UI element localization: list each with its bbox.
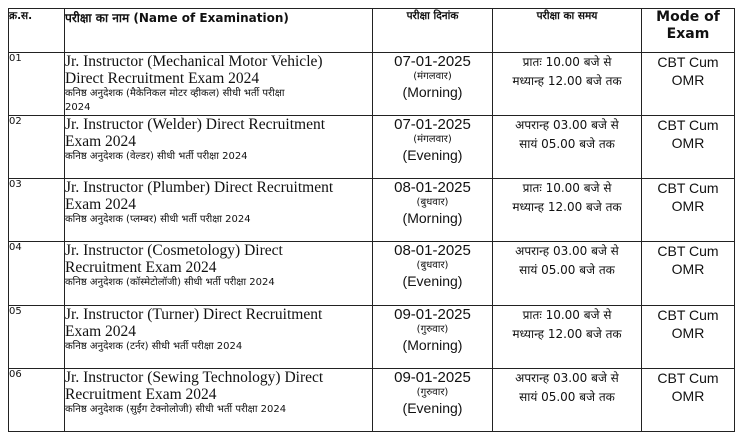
- exam-weekday: (बुधवार): [416, 197, 449, 209]
- exam-mode-line1: CBT Cum: [657, 180, 719, 197]
- table-row: [9, 368, 735, 431]
- exam-mode-cell: [642, 305, 735, 368]
- exam-session: (Evening): [402, 399, 463, 416]
- exam-mode-line2: OMR: [671, 387, 705, 404]
- table-row: [9, 116, 735, 179]
- exam-name-hindi-line1: कनिष्ठ अनुदेशक (कॉस्मेटोलॉजी) सीधी भर्ती परीक्षा 2024: [65, 277, 275, 289]
- exam-weekday: (गुरुवार): [416, 323, 449, 335]
- serial-number: 05: [9, 305, 65, 368]
- exam-mode-cell: [642, 53, 735, 116]
- exam-name-english-line2: Direct Recruitment Exam 2024: [65, 70, 260, 87]
- exam-mode-cell: [642, 242, 735, 305]
- exam-name-hindi-line1: कनिष्ठ अनुदेशक (सुईंग टेक्नोलोजी) सीधी भर्ती परीक्षा 2024: [65, 403, 287, 415]
- exam-session: (Morning): [402, 336, 463, 353]
- exam-date-cell: [373, 242, 493, 305]
- serial-number: 03: [9, 179, 65, 242]
- exam-name-english-line2: Exam 2024: [65, 322, 137, 340]
- header-serial-number: क्र.स.: [9, 9, 65, 53]
- table-row: [9, 53, 735, 116]
- exam-name-cell: [65, 53, 373, 116]
- exam-date-cell: [373, 179, 493, 242]
- exam-date: 07-01-2025: [394, 116, 471, 134]
- exam-time-end: सायं 05.00 बजे तक: [519, 137, 615, 152]
- exam-date: 09-01-2025: [394, 305, 471, 323]
- exam-time-start: प्रातः 10.00 बजे से: [522, 55, 612, 69]
- exam-session: (Evening): [402, 273, 463, 290]
- exam-name-english-line1: Jr. Instructor (Welder) Direct Recruitment: [65, 116, 326, 134]
- exam-time-start: अपरान्ह 03.00 बजे से: [515, 370, 619, 385]
- exam-name-english-line2: Recruitment Exam 2024: [65, 259, 217, 277]
- exam-session: (Evening): [402, 147, 463, 164]
- serial-number: 02: [9, 116, 65, 179]
- exam-mode-line1: CBT Cum: [657, 243, 719, 260]
- exam-name-hindi-line1: कनिष्ठ अनुदेशक (टर्नर) सीधी भर्ती परीक्षा 2024: [65, 340, 243, 352]
- exam-time-cell: [493, 116, 642, 179]
- exam-name-cell: [65, 305, 373, 368]
- exam-name-english-line1: Jr. Instructor (Cosmetology) Direct: [65, 242, 283, 260]
- exam-weekday: (गुरुवार): [416, 386, 449, 398]
- serial-number: 01: [9, 53, 65, 116]
- exam-mode-line1: CBT Cum: [657, 117, 719, 134]
- exam-mode-cell: [642, 368, 735, 431]
- exam-time-end: मध्यान्ह 12.00 बजे तक: [512, 200, 622, 215]
- exam-time-start: अपरान्ह 03.00 बजे से: [515, 244, 619, 259]
- header-mode-line2: Exam: [666, 26, 710, 42]
- header-mode-line1: Mode of: [656, 9, 720, 25]
- exam-name-english-line1: Jr. Instructor (Turner) Direct Recruitment: [65, 305, 323, 323]
- exam-time-cell: [493, 179, 642, 242]
- exam-name-cell: [65, 242, 373, 305]
- exam-name-cell: [65, 179, 373, 242]
- header-exam-mode: [642, 9, 735, 53]
- exam-time-cell: [493, 242, 642, 305]
- exam-time-end: सायं 05.00 बजे तक: [519, 263, 615, 278]
- exam-mode-line2: OMR: [671, 261, 705, 278]
- exam-mode-line2: OMR: [671, 198, 705, 215]
- exam-mode-line2: OMR: [671, 135, 705, 152]
- exam-name-hindi-line1: कनिष्ठ अनुदेशक (प्लम्बर) सीधी भर्ती परीक्षा 2024: [65, 214, 251, 226]
- exam-mode-line1: CBT Cum: [657, 306, 719, 323]
- exam-time-cell: [493, 53, 642, 116]
- exam-name-english-line2: Exam 2024: [65, 196, 137, 214]
- exam-date-cell: [373, 368, 493, 431]
- exam-name-english-line2: Exam 2024: [65, 133, 137, 151]
- exam-mode-line1: CBT Cum: [657, 369, 719, 386]
- exam-time-start: प्रातः 10.00 बजे से: [522, 181, 612, 196]
- exam-session: (Morning): [402, 210, 463, 227]
- exam-name-cell: [65, 368, 373, 431]
- exam-time-cell: [493, 368, 642, 431]
- header-exam-name: परीक्षा का नाम (Name of Examination): [65, 9, 373, 53]
- exam-mode-cell: [642, 116, 735, 179]
- exam-schedule-table: [8, 8, 735, 432]
- table-row: [9, 242, 735, 305]
- exam-date: 08-01-2025: [394, 179, 471, 197]
- exam-name-hindi-line1: कनिष्ठ अनुदेशक (वेल्डर) सीधी भर्ती परीक्षा 2024: [65, 151, 248, 163]
- table-row: [9, 305, 735, 368]
- exam-date-cell: [373, 305, 493, 368]
- exam-weekday: (बुधवार): [416, 260, 449, 272]
- exam-time-end: मध्यान्ह 12.00 बजे तक: [512, 74, 622, 88]
- exam-date: 08-01-2025: [394, 242, 471, 260]
- header-exam-date: परीक्षा दिनांक: [373, 9, 493, 53]
- exam-time-end: मध्यान्ह 12.00 बजे तक: [512, 326, 622, 341]
- exam-mode-line2: OMR: [671, 72, 705, 88]
- serial-number: 04: [9, 242, 65, 305]
- exam-mode-cell: [642, 179, 735, 242]
- exam-date: 09-01-2025: [394, 368, 471, 386]
- exam-name-english-line2: Recruitment Exam 2024: [65, 385, 217, 403]
- exam-date: 07-01-2025: [394, 53, 471, 70]
- exam-name-english-line1: Jr. Instructor (Plumber) Direct Recruitment: [65, 179, 334, 197]
- exam-time-end: सायं 05.00 बजे तक: [519, 389, 615, 404]
- exam-name-cell: [65, 116, 373, 179]
- exam-time-start: अपरान्ह 03.00 बजे से: [515, 118, 619, 133]
- exam-date-cell: [373, 116, 493, 179]
- exam-name-english-line1: Jr. Instructor (Mechanical Motor Vehicle): [65, 53, 323, 70]
- exam-name-hindi-line2: 2024: [65, 102, 91, 113]
- header-exam-time: परीक्षा का समय: [493, 9, 642, 53]
- exam-name-english-line1: Jr. Instructor (Sewing Technology) Direct: [65, 368, 324, 386]
- exam-date-cell: [373, 53, 493, 116]
- table-header-row: [9, 9, 735, 53]
- exam-weekday: (मंगलवार): [413, 71, 452, 82]
- exam-weekday: (मंगलवार): [413, 134, 452, 146]
- exam-mode-line2: OMR: [671, 324, 705, 341]
- exam-mode-line1: CBT Cum: [657, 54, 719, 70]
- table-row: [9, 179, 735, 242]
- exam-time-start: प्रातः 10.00 बजे से: [522, 307, 612, 322]
- exam-name-hindi-line1: कनिष्ठ अनुदेशक (मैकेनिकल मोटर व्हीकल) सीधी भर्ती परीक्षा: [65, 88, 285, 99]
- serial-number: 06: [9, 368, 65, 431]
- exam-time-cell: [493, 305, 642, 368]
- exam-session: (Morning): [402, 84, 463, 100]
